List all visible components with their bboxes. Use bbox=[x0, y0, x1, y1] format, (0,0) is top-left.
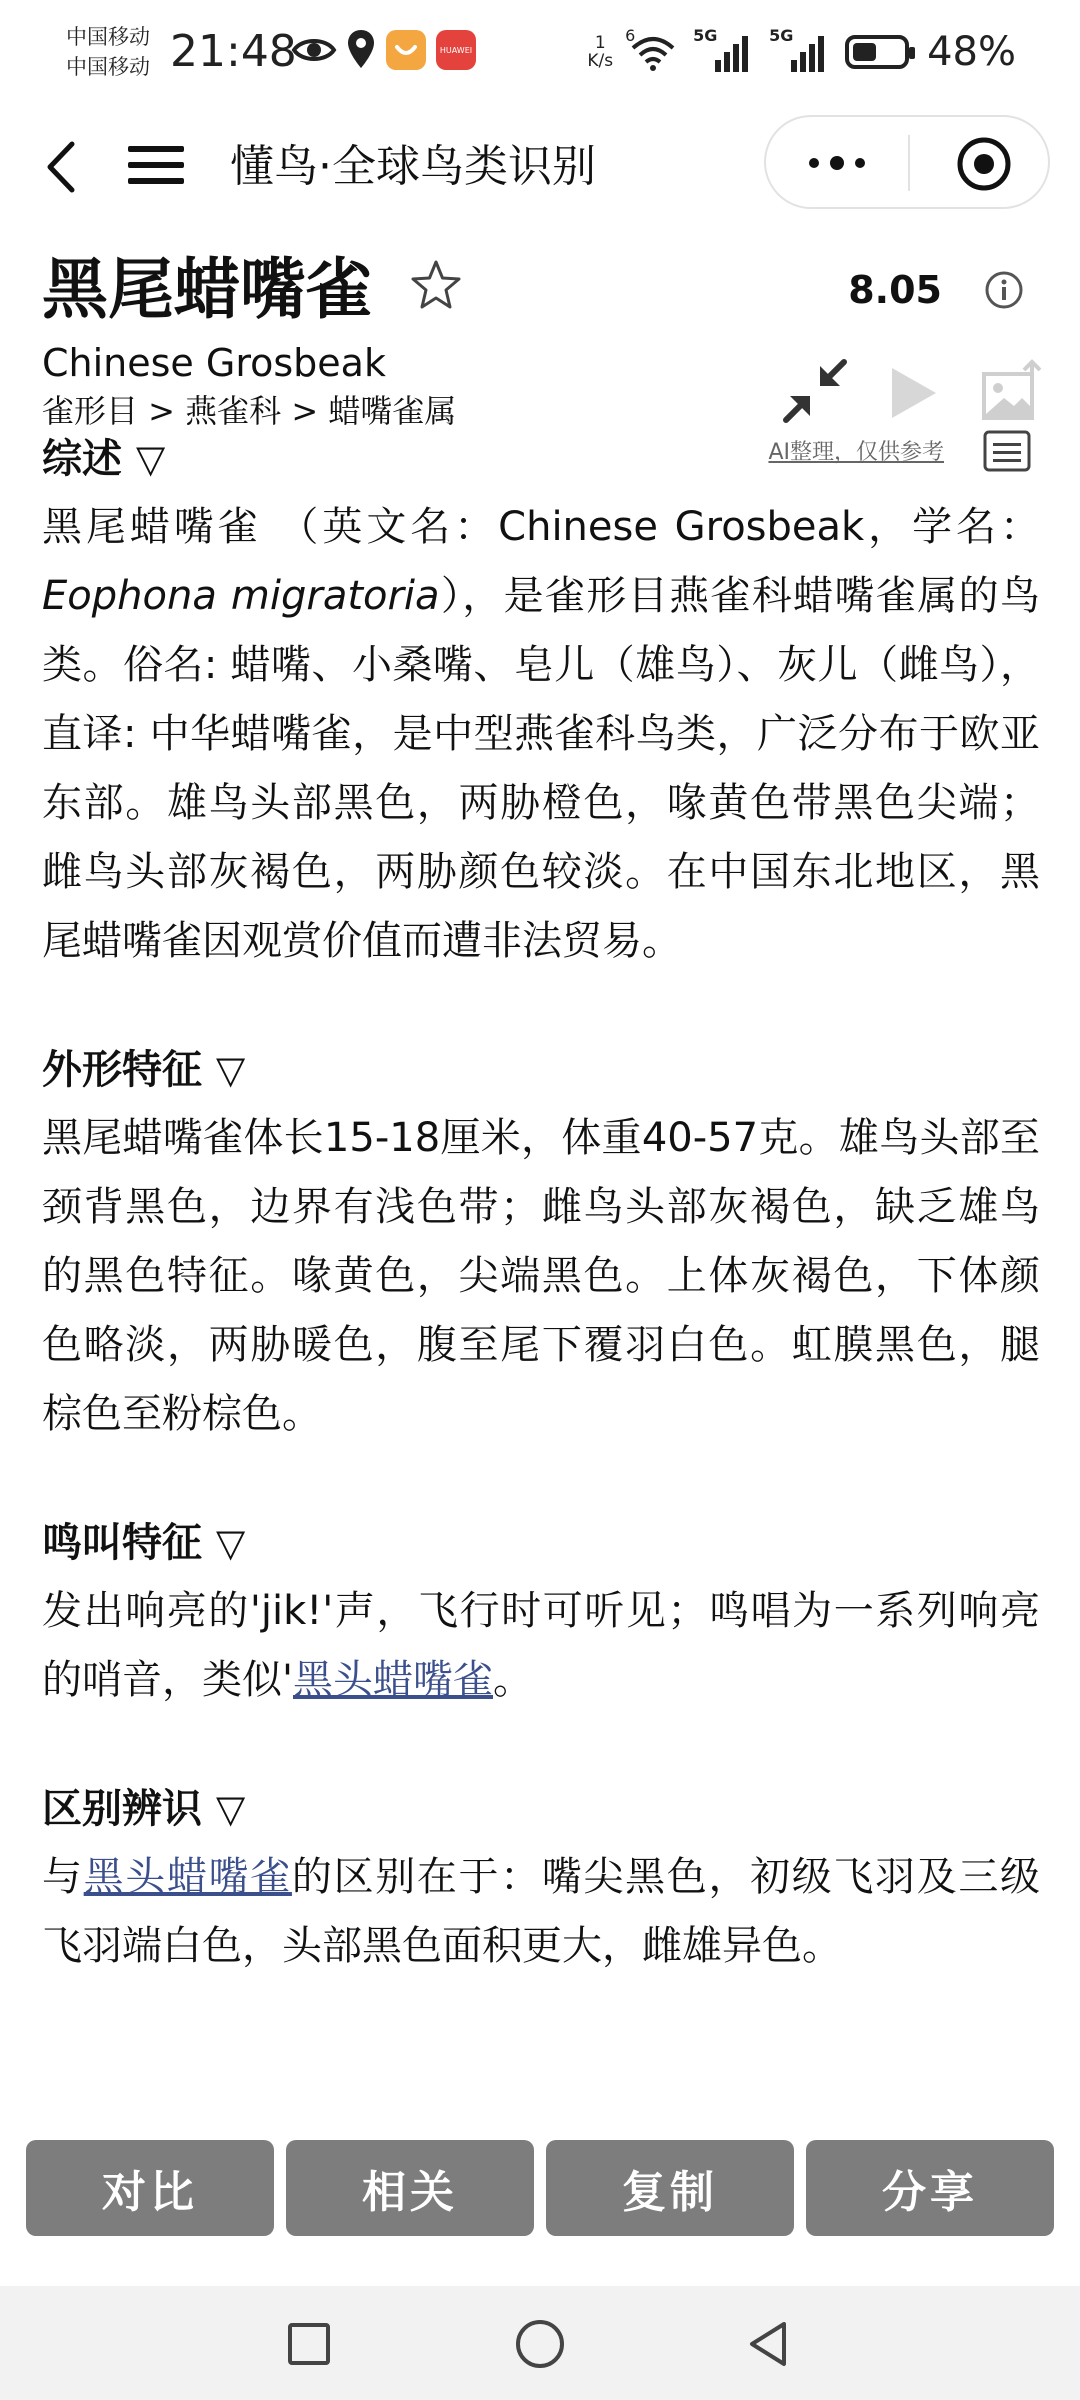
bird-name: 黑尾蜡嘴雀 bbox=[42, 251, 372, 328]
species-link[interactable]: 黑头蜡嘴雀 bbox=[293, 1657, 493, 1703]
section-heading-text: 外形特征 bbox=[42, 1047, 202, 1093]
section-heading-text: 综述 bbox=[42, 436, 122, 482]
overview-text-1: 黑尾蜡嘴雀 （英文名：Chinese Grosbeak，学名： bbox=[42, 504, 1040, 550]
huawei-app-label: HUAWEI bbox=[439, 45, 473, 55]
ai-note: AI整理，仅供参考 bbox=[768, 440, 944, 465]
play-icon[interactable] bbox=[882, 362, 942, 424]
wifi-index: 6 bbox=[625, 26, 636, 45]
english-name: Chinese Grosbeak bbox=[42, 341, 386, 385]
list-icon[interactable] bbox=[982, 429, 1032, 473]
mini-program-capsule bbox=[764, 115, 1050, 209]
signal-2-label: 5G bbox=[769, 26, 794, 45]
ident-text-2: 的区别在于：嘴尖黑色，初级飞羽及三级飞羽端白色，头部黑色面积更大，雌雄异色。 bbox=[42, 1854, 1041, 1969]
collapse-toggle-icon[interactable]: ▽ bbox=[216, 1787, 246, 1831]
scientific-name: Eophona migratoria bbox=[42, 573, 440, 619]
wifi-icon bbox=[625, 26, 681, 74]
content-scroll-area[interactable] bbox=[42, 436, 1041, 2080]
share-button[interactable]: 分享 bbox=[806, 2140, 1054, 2236]
info-icon[interactable] bbox=[984, 270, 1024, 310]
signal-icon-2 bbox=[769, 26, 833, 74]
calls-text-2: 。 bbox=[493, 1657, 533, 1703]
signal-icon-1 bbox=[693, 26, 757, 74]
section-text-identification bbox=[42, 1843, 1040, 1981]
collapse-toggle-icon[interactable]: ▽ bbox=[136, 437, 166, 481]
status-time: 21:48 bbox=[170, 26, 297, 77]
ident-text-1: 与 bbox=[42, 1854, 84, 1900]
collapse-toggle-icon[interactable]: ▽ bbox=[216, 1521, 246, 1565]
signal-1-label: 5G bbox=[693, 26, 718, 45]
section-heading-appearance[interactable] bbox=[42, 1040, 1040, 1100]
status-icons-right bbox=[587, 26, 1016, 78]
calls-text-1: 发出响亮的'jik!'声，飞行时可听见；鸣唱为一系列响亮的哨音，类似' bbox=[42, 1588, 1040, 1703]
eye-icon bbox=[292, 28, 336, 72]
overview-text-2: ），是雀形目燕雀科蜡嘴雀属的鸟类。俗名: 蜡嘴、小桑嘴、皂儿（雄鸟）、灰儿（雌鸟），直译: 中华蜡嘴雀，是中型燕雀科鸟类，广泛分布于欧亚东部。雄鸟头部黑色，两胁橙色，喙黄色带黑色尖端；雌鸟头部灰褐色，两胁颜色较淡。在中国东北地区，黑尾蜡嘴雀因观赏价值而遭非法贸易。 bbox=[42, 573, 1040, 964]
carrier-labels bbox=[66, 22, 150, 82]
status-icons-left bbox=[292, 28, 476, 72]
confidence-score: 8.05 bbox=[848, 268, 942, 312]
huawei-app-icon bbox=[436, 30, 476, 70]
taxonomy-breadcrumb: 雀形目 > 燕雀科 > 蜡嘴雀属 bbox=[42, 392, 457, 430]
capsule-divider bbox=[908, 135, 910, 191]
status-bar bbox=[0, 0, 1080, 110]
section-text-calls bbox=[42, 1577, 1040, 1715]
menu-icon[interactable] bbox=[126, 140, 186, 190]
section-heading-identification[interactable] bbox=[42, 1779, 1040, 1839]
star-outline-icon[interactable] bbox=[408, 258, 464, 314]
battery-percent: 48% bbox=[927, 29, 1016, 75]
system-navigation-bar bbox=[0, 2286, 1080, 2400]
battery-icon bbox=[845, 35, 909, 69]
section-heading-text: 区别辨识 bbox=[42, 1786, 202, 1832]
copy-button[interactable]: 复制 bbox=[546, 2140, 794, 2236]
app-navbar bbox=[0, 110, 1080, 220]
battery-level-fill bbox=[853, 43, 876, 61]
section-gap bbox=[42, 976, 1040, 1040]
carrier-1: 中国移动 bbox=[66, 25, 150, 49]
section-gap bbox=[42, 1715, 1040, 1779]
section-text-overview bbox=[42, 493, 1040, 976]
section-heading-calls[interactable] bbox=[42, 1513, 1040, 1573]
app-notification-icon bbox=[386, 30, 426, 70]
target-icon[interactable] bbox=[956, 136, 1012, 192]
recent-apps-icon[interactable] bbox=[288, 2323, 330, 2365]
action-bar bbox=[26, 2140, 1054, 2236]
image-icon[interactable] bbox=[980, 358, 1046, 424]
section-text-appearance: 黑尾蜡嘴雀体长15-18厘米，体重40-57克。雄鸟头部至颈背黑色，边界有浅色带；雌鸟头部灰褐色，缺乏雄鸟的黑色特征。喙黄色，尖端黑色。上体灰褐色，下体颜色略淡，两胁暖色，腹至尾下覆羽白色。虹膜黑色，腿棕色至粉棕色。 bbox=[42, 1115, 1040, 1437]
related-button[interactable]: 相关 bbox=[286, 2140, 534, 2236]
location-pin-icon bbox=[346, 28, 376, 72]
more-dots-icon[interactable] bbox=[802, 143, 872, 183]
species-link[interactable]: 黑头蜡嘴雀 bbox=[83, 1854, 292, 1900]
section-heading-text: 鸣叫特征 bbox=[42, 1520, 202, 1566]
network-speed-value: 1 bbox=[594, 33, 606, 53]
network-speed bbox=[587, 34, 613, 70]
back-arrow-icon[interactable] bbox=[38, 132, 88, 202]
section-gap bbox=[42, 1449, 1040, 1513]
page-title: 懂鸟·全球鸟类识别 bbox=[230, 141, 596, 192]
shrink-arrows-icon[interactable] bbox=[780, 356, 850, 426]
system-back-icon[interactable] bbox=[744, 2318, 792, 2370]
network-speed-unit: K/s bbox=[587, 51, 614, 71]
carrier-2: 中国移动 bbox=[66, 55, 150, 79]
compare-button[interactable]: 对比 bbox=[26, 2140, 274, 2236]
collapse-toggle-icon[interactable]: ▽ bbox=[216, 1048, 246, 1092]
home-icon[interactable] bbox=[516, 2320, 564, 2368]
